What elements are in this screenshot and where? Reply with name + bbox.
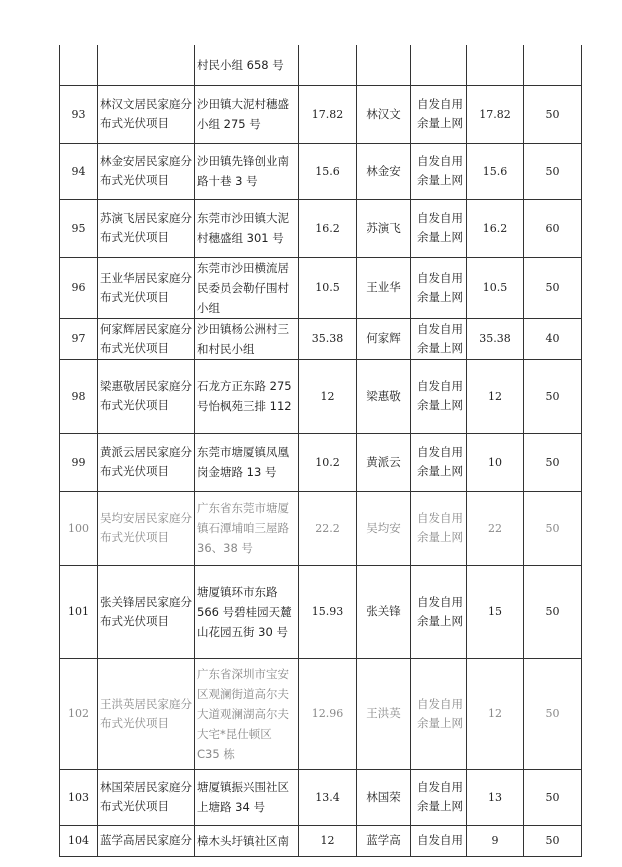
grid-capacity: 15.6 [467, 143, 524, 199]
project-address: 广东省深圳市宝安区观澜街道高尔夫大道观澜湖高尔夫大宅*昆仕顿区 C35 栋 [195, 658, 299, 769]
table-row [60, 45, 582, 85]
project-address: 塘厦镇振兴围社区上塘路 34 号 [195, 769, 299, 825]
pv-project-table [59, 45, 582, 857]
grid-mode: 自发自用余量上网 [411, 433, 467, 491]
operation-years: 50 [524, 85, 582, 143]
table-row [60, 257, 582, 318]
owner-name: 林汉文 [357, 85, 411, 143]
project-name: 王洪英居民家庭分布式光伏项目 [98, 658, 195, 769]
grid-capacity: 35.38 [467, 318, 524, 359]
row-number [60, 45, 98, 85]
installed-capacity: 10.2 [299, 433, 357, 491]
owner-name: 黄派云 [357, 433, 411, 491]
grid-capacity: 10.5 [467, 257, 524, 318]
row-number: 94 [60, 143, 98, 199]
project-address: 沙田镇杨公洲村三和村民小组 [195, 318, 299, 359]
owner-name: 王洪英 [357, 658, 411, 769]
row-number: 104 [60, 825, 98, 856]
row-number: 95 [60, 199, 98, 257]
project-name: 林汉文居民家庭分布式光伏项目 [98, 85, 195, 143]
table-row [60, 433, 582, 491]
grid-mode: 自发自用余量上网 [411, 769, 467, 825]
row-number: 96 [60, 257, 98, 318]
project-address: 石龙方正东路 275 号怡枫苑三排 112 [195, 359, 299, 433]
grid-mode: 自发自用余量上网 [411, 199, 467, 257]
owner-name: 张关锋 [357, 565, 411, 658]
installed-capacity: 15.93 [299, 565, 357, 658]
grid-capacity: 12 [467, 658, 524, 769]
project-name: 何家辉居民家庭分布式光伏项目 [98, 318, 195, 359]
project-name: 林金安居民家庭分布式光伏项目 [98, 143, 195, 199]
operation-years: 40 [524, 318, 582, 359]
grid-capacity [467, 45, 524, 85]
operation-years: 60 [524, 199, 582, 257]
grid-mode: 自发自用余量上网 [411, 143, 467, 199]
project-name: 苏演飞居民家庭分布式光伏项目 [98, 199, 195, 257]
project-address: 东莞市沙田横流居民委员会勒仔围村小组 [195, 257, 299, 318]
owner-name: 吴均安 [357, 491, 411, 565]
project-name: 吴均安居民家庭分布式光伏项目 [98, 491, 195, 565]
table-row [60, 359, 582, 433]
operation-years: 50 [524, 257, 582, 318]
grid-capacity: 17.82 [467, 85, 524, 143]
table-row [60, 318, 582, 359]
table-row [60, 825, 582, 856]
row-number: 100 [60, 491, 98, 565]
project-name: 黄派云居民家庭分布式光伏项目 [98, 433, 195, 491]
installed-capacity: 35.38 [299, 318, 357, 359]
grid-mode: 自发自用余量上网 [411, 658, 467, 769]
project-address: 塘厦镇环市东路 566 号碧桂园天麓山花园五街 30 号 [195, 565, 299, 658]
installed-capacity: 15.6 [299, 143, 357, 199]
table-row [60, 565, 582, 658]
project-name: 王业华居民家庭分布式光伏项目 [98, 257, 195, 318]
project-name: 蓝学高居民家庭分 [98, 825, 195, 856]
operation-years: 50 [524, 491, 582, 565]
operation-years: 50 [524, 359, 582, 433]
table-row [60, 199, 582, 257]
table-row [60, 143, 582, 199]
grid-mode: 自发自用余量上网 [411, 257, 467, 318]
project-name [98, 45, 195, 85]
owner-name: 苏演飞 [357, 199, 411, 257]
grid-capacity: 22 [467, 491, 524, 565]
table-row [60, 85, 582, 143]
operation-years: 50 [524, 565, 582, 658]
grid-capacity: 10 [467, 433, 524, 491]
installed-capacity: 22.2 [299, 491, 357, 565]
grid-capacity: 16.2 [467, 199, 524, 257]
project-address: 东莞市塘厦镇凤凰岗金塘路 13 号 [195, 433, 299, 491]
operation-years: 50 [524, 143, 582, 199]
owner-name: 王业华 [357, 257, 411, 318]
owner-name: 何家辉 [357, 318, 411, 359]
grid-mode: 自发自用 [411, 825, 467, 856]
grid-mode [411, 45, 467, 85]
row-number: 99 [60, 433, 98, 491]
grid-mode: 自发自用余量上网 [411, 491, 467, 565]
row-number: 101 [60, 565, 98, 658]
installed-capacity: 12 [299, 825, 357, 856]
installed-capacity: 16.2 [299, 199, 357, 257]
project-address: 广东省东莞市塘厦镇石潭埔咱三屋路 36、38 号 [195, 491, 299, 565]
row-number: 93 [60, 85, 98, 143]
project-address: 樟木头圩镇社区南 [195, 825, 299, 856]
project-address: 沙田镇大泥村穗盛小组 275 号 [195, 85, 299, 143]
table-row [60, 769, 582, 825]
installed-capacity: 10.5 [299, 257, 357, 318]
operation-years: 50 [524, 769, 582, 825]
grid-mode: 自发自用余量上网 [411, 318, 467, 359]
owner-name: 梁惠敬 [357, 359, 411, 433]
installed-capacity [299, 45, 357, 85]
operation-years: 50 [524, 825, 582, 856]
project-address: 沙田镇先锋创业南路十巷 3 号 [195, 143, 299, 199]
row-number: 97 [60, 318, 98, 359]
project-name: 梁惠敬居民家庭分布式光伏项目 [98, 359, 195, 433]
grid-capacity: 13 [467, 769, 524, 825]
project-name: 张关锋居民家庭分布式光伏项目 [98, 565, 195, 658]
installed-capacity: 13.4 [299, 769, 357, 825]
owner-name: 林金安 [357, 143, 411, 199]
installed-capacity: 12 [299, 359, 357, 433]
owner-name: 蓝学高 [357, 825, 411, 856]
grid-capacity: 9 [467, 825, 524, 856]
operation-years [524, 45, 582, 85]
row-number: 102 [60, 658, 98, 769]
owner-name [357, 45, 411, 85]
row-number: 98 [60, 359, 98, 433]
table-row [60, 491, 582, 565]
operation-years: 50 [524, 658, 582, 769]
row-number: 103 [60, 769, 98, 825]
operation-years: 50 [524, 433, 582, 491]
grid-capacity: 15 [467, 565, 524, 658]
installed-capacity: 12.96 [299, 658, 357, 769]
grid-capacity: 12 [467, 359, 524, 433]
project-address: 东莞市沙田镇大泥村穗盛组 301 号 [195, 199, 299, 257]
grid-mode: 自发自用余量上网 [411, 565, 467, 658]
grid-mode: 自发自用余量上网 [411, 359, 467, 433]
grid-mode: 自发自用余量上网 [411, 85, 467, 143]
owner-name: 林国荣 [357, 769, 411, 825]
table-row [60, 658, 582, 769]
project-address: 村民小组 658 号 [195, 45, 299, 85]
installed-capacity: 17.82 [299, 85, 357, 143]
project-name: 林国荣居民家庭分布式光伏项目 [98, 769, 195, 825]
